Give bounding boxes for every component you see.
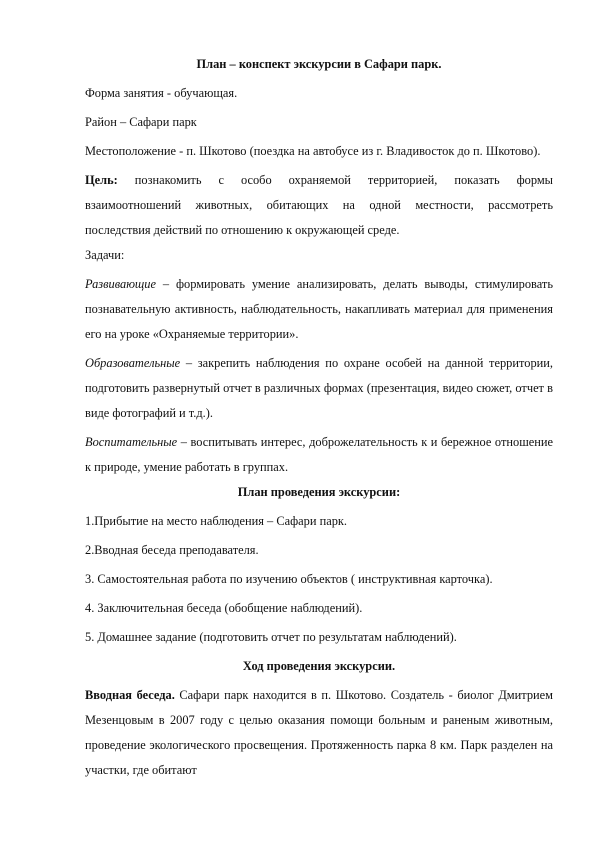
intro-paragraph <box>85 683 553 783</box>
intro-label: Вводная беседа. <box>85 688 175 702</box>
goal-label: Цель: <box>85 173 118 187</box>
task-label: Воспитательные <box>85 435 178 449</box>
plan-item: 2.Вводная беседа преподавателя. <box>85 543 259 557</box>
course-heading: Ход проведения экскурсии. <box>242 659 396 673</box>
plan-item: 3. Самостоятельная работа по изучению объектов ( инструктивная карточка). <box>85 572 493 586</box>
district: Район – Сафари парк <box>85 115 197 129</box>
document-title: План – конспект экскурсии в Сафари парк. <box>196 57 442 71</box>
intro-text: Сафари парк находится в п. Шкотово. Создатель - биолог Дмитрием Мезенцовым в 2007 году с целью оказания помощи больным и раненым животным, проведение экологического просвещения. Протяженность парка 8 км. Парк разделен на участки, где обитают <box>85 688 553 777</box>
goal-text: познакомить с особо охраняемой территорией, показать формы взаимоотношений животных, обитающих на одной местности, рассмотреть последствия действий по отношению к окружающей среде. <box>85 173 553 237</box>
task-upbringing <box>85 430 553 480</box>
task-text: – воспитывать интерес, доброжелательность к и бережное отношение к природе, умение работать в группах. <box>85 435 553 474</box>
plan-item: 1.Прибытие на место наблюдения – Сафари парк. <box>85 514 348 528</box>
task-developing <box>85 272 553 347</box>
task-text: – закрепить наблюдения по охране особей на данной территории, подготовить развернутый отчет в различных формах (презентация, видео сюжет, отчет в виде фотографий и т.д.). <box>85 356 553 420</box>
task-text: – формировать умение анализировать, делать выводы, стимулировать познавательную активность, наблюдательность, накапливать материал для применения его на уроке «Охраняемые территории». <box>85 277 553 341</box>
location: Местоположение - п. Шкотово (поездка на автобусе из г. Владивосток до п. Шкотово). <box>85 144 541 158</box>
lesson-form: Форма занятия - обучающая. <box>85 86 238 100</box>
plan-item: 5. Домашнее задание (подготовить отчет по результатам наблюдений). <box>85 630 457 644</box>
tasks-heading: Задачи: <box>85 248 125 262</box>
plan-item: 4. Заключительная беседа (обобщение наблюдений). <box>85 601 363 615</box>
task-label: Образовательные <box>85 356 181 370</box>
task-educational <box>85 351 553 426</box>
goal-paragraph <box>85 168 553 243</box>
plan-heading: План проведения экскурсии: <box>237 485 401 499</box>
document-page <box>85 52 553 783</box>
task-label: Развивающие <box>85 277 156 291</box>
